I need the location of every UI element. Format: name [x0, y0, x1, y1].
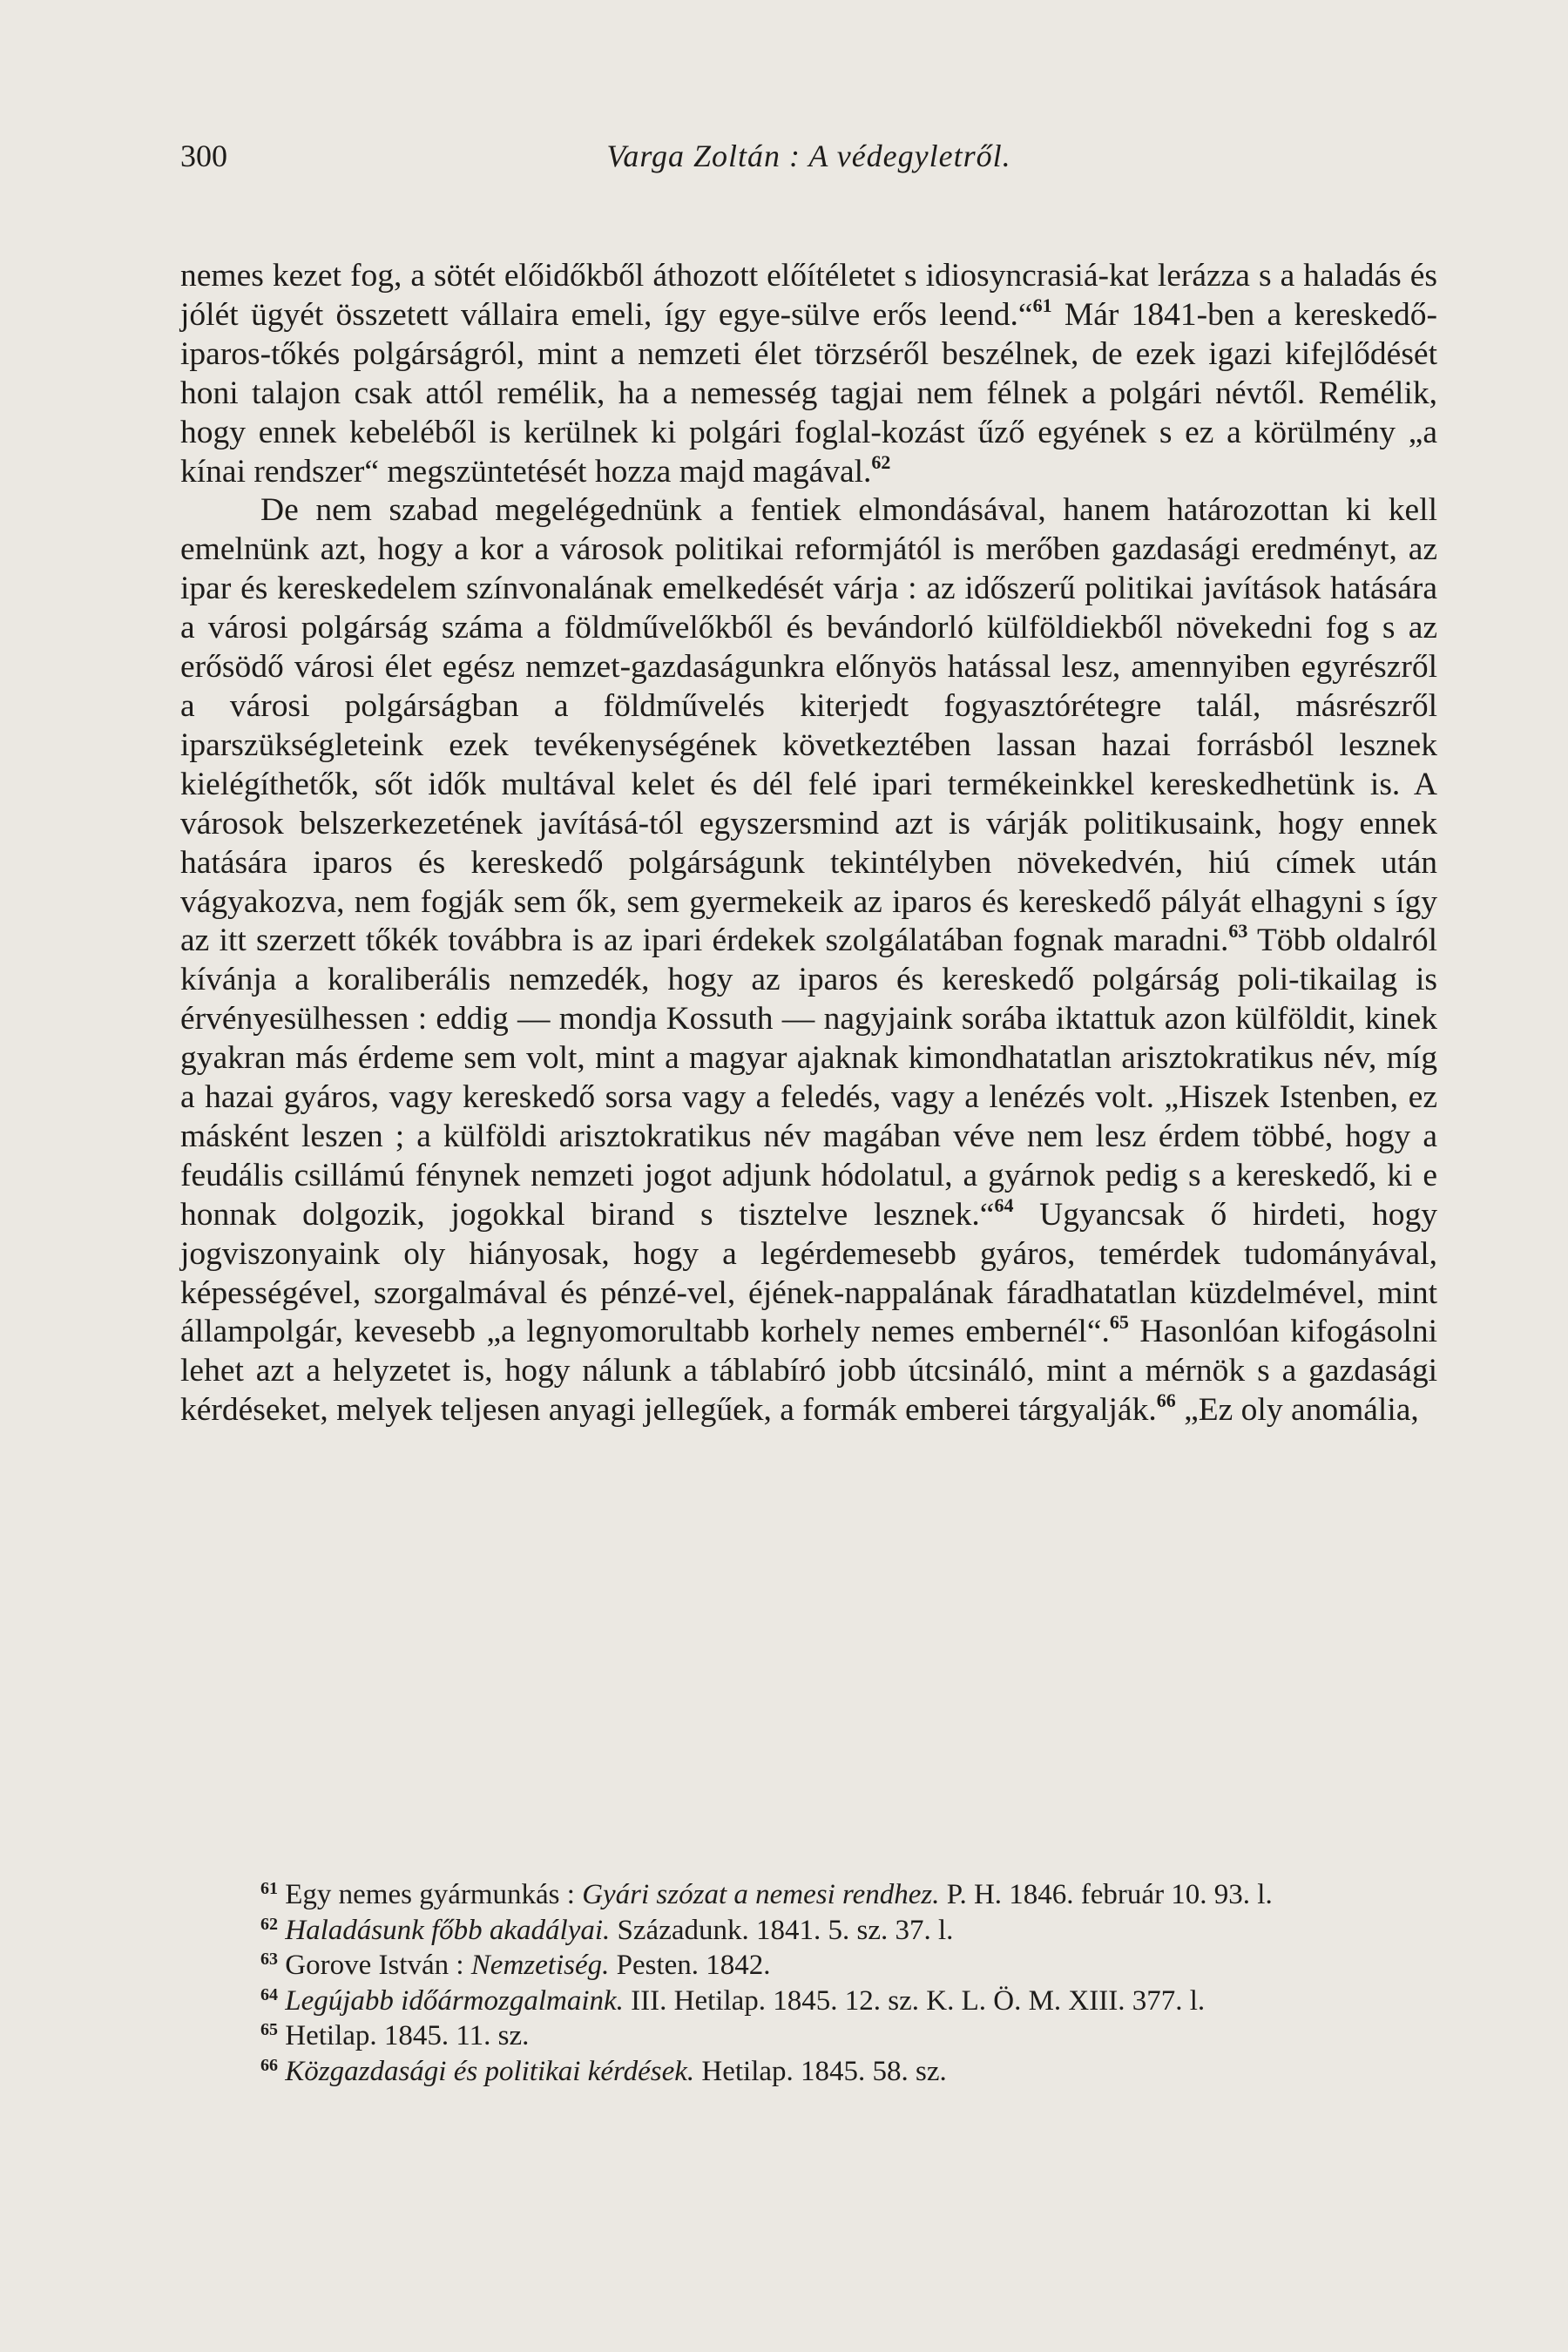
page-number: 300 — [180, 139, 227, 173]
text-run: Már 1841-ben a kereskedő-iparos-tőkés polgárságról, mint a nemzeti élet törzséről beszélnek, de ezek igazi kifejlődését honi talajon csak attól remélik, ha a nemesség tagjai nem félnek a polgári névtől. Remélik, hogy ennek kebeléből is kerülnek ki polgári foglal-kozást űző egyének s ez a körülmény „a kínai rendszer“ megszüntetését hozza majd magával. — [180, 296, 1437, 490]
footnote-text: Egy nemes gyármunkás : — [285, 1879, 583, 1910]
paragraph-2 — [180, 491, 1437, 1430]
text-run: Hasonlóan kifogásolni lehet azt a helyzetet is, hogy nálunk a táblabíró jobb útcsináló, mint a mérnök s a gazdasági kérdéseket, melyek teljesen anyagi jellegűek, a formák emberei tárgyalják. — [180, 1314, 1437, 1429]
page-header — [180, 129, 1437, 181]
footnote-title: Legújabb időármozgalmaink. — [285, 1984, 624, 2017]
footnote-ref-65[interactable]: 65 — [1109, 1311, 1129, 1334]
footnote-text: P. H. 1846. február 10. 93. l. — [939, 1879, 1273, 1910]
footnote-ref-61[interactable]: 61 — [1032, 294, 1052, 316]
running-head: Varga Zoltán : A védegyletről. — [606, 139, 1011, 173]
footnote-66 — [180, 2054, 1437, 2090]
text-run: „Ez oly anomália, — [1175, 1392, 1419, 1429]
footnote-ref-66[interactable]: 66 — [1156, 1389, 1176, 1412]
footnote-title: Nemzetiség. — [470, 1950, 610, 1981]
footnote-title: Gyári szózat a nemesi rendhez. — [582, 1879, 940, 1910]
footnote-title: Közgazdasági és politikai kérdések. — [285, 2055, 695, 2087]
footnote-text: Századunk. 1841. 5. sz. 37. l. — [610, 1914, 954, 1946]
footnote-number: 61 — [260, 1879, 278, 1898]
footnote-text: Hetilap. 1845. 58. sz. — [694, 2055, 947, 2087]
footnote-number: 65 — [260, 2020, 278, 2039]
footnote-text: Pesten. 1842. — [609, 1950, 771, 1981]
footnote-ref-62[interactable]: 62 — [871, 450, 891, 473]
footnote-text: Hetilap. 1845. 11. sz. — [285, 2020, 530, 2051]
footnote-number: 66 — [260, 2055, 278, 2075]
footnote-ref-63[interactable]: 63 — [1228, 920, 1248, 943]
footnote-63 — [180, 1948, 1437, 1984]
footnote-number: 64 — [260, 1984, 278, 2004]
footnote-number: 62 — [260, 1914, 278, 1934]
text-run: Több oldalról kívánja a koraliberális nemzedék, hogy az iparos és kereskedő polgárság poli-tikailag is érvényesülhessen : eddig — mondja Kossuth — nagyjaink sorába iktattuk azon külföldit, kinek gyakran más érdeme sem volt, mint a magyar ajaknak kimondhatatlan arisztokratikus név, míg a hazai gyáros, vagy kereskedő sorsa vagy a feledés, vagy a lenézés volt. „Hiszek Istenben, ez másként leszen ; a külföldi arisztokratikus név magában véve nem lesz érdem többé, hogy a feudális csillámú fénynek nemzeti jogot adjunk hódolatul, a gyárnok pedig s a kereskedő, ki e honnak dolgozik, jogokkal birand s tisztelve lesznek.“ — [180, 923, 1437, 1233]
footnote-text: Gorove István : — [285, 1950, 471, 1981]
footnote-65 — [180, 2018, 1437, 2054]
paragraph-1 — [180, 257, 1437, 491]
footnote-ref-64[interactable]: 64 — [994, 1193, 1014, 1216]
footnote-61 — [180, 1877, 1437, 1913]
footnote-number: 63 — [260, 1950, 278, 1969]
main-text — [180, 257, 1437, 1430]
text-run: nemes kezet fog, a sötét előidőkből áthozott előítéletet s idiosyncrasiá-kat lerázza s a haladás és jólét ügyét összetett vállaira emeli, így egye-sülve erős leend.“ — [180, 258, 1437, 333]
text-run: Ugyancsak ő hirdeti, hogy jogviszonyaink oly hiányosak, hogy a legérdemesebb gyáros, temérdek tudományával, képességével, szorgalmával és pénzé-vel, éjének-nappalának fáradhatatlan küzdelmével, mint állampolgár, kevesebb „a legnyomorultabb korhely nemes embernél“. — [180, 1196, 1438, 1350]
footnote-text: III. Hetilap. 1845. 12. sz. K. L. Ö. M. XIII. 377. l. — [623, 1984, 1206, 2017]
footnote-title: Haladásunk főbb akadályai. — [285, 1914, 611, 1946]
footnote-62 — [180, 1913, 1437, 1949]
footnote-64 — [180, 1984, 1437, 2019]
text-run: De nem szabad megelégednünk a fentiek elmondásával, hanem határozottan ki kell emelnünk azt, hogy a kor a városok politikai reformjától is merőben gazdasági eredményt, az ipar és kereskedelem színvonalának emelkedését várja : az időszerű politikai javítások hatására a városi polgárság száma a földművelőkből és bevándorló külföldiekből növekedni fog s az erősödő városi élet egész nemzet-gazdaságunkra előnyös hatással lesz, amennyiben egyrészről a városi polgárságban a földművelés kiterjedt fogyasztórétegre talál, másrészről iparszükségleteink ezek tevékenységének következtében lassan hazai forrásból lesznek kielégíthetők, sőt idők multával kelet és dél felé ipari termékeinkkel kereskedhetünk is. A városok belszerkezetének javításá-tól egyszersmind azt is várják politikusaink, hogy ennek hatására iparos és kereskedő polgárságunk tekintélyben növekedvén, hiú címek után vágyakozva, nem fogják sem ők, sem gyermekeik az iparos és kereskedő pályát elhagyni s így az itt szerzett tőkék továbbra is az ipari érdekek szolgálatában fognak maradni. — [180, 492, 1437, 959]
footnotes — [180, 1877, 1437, 2089]
